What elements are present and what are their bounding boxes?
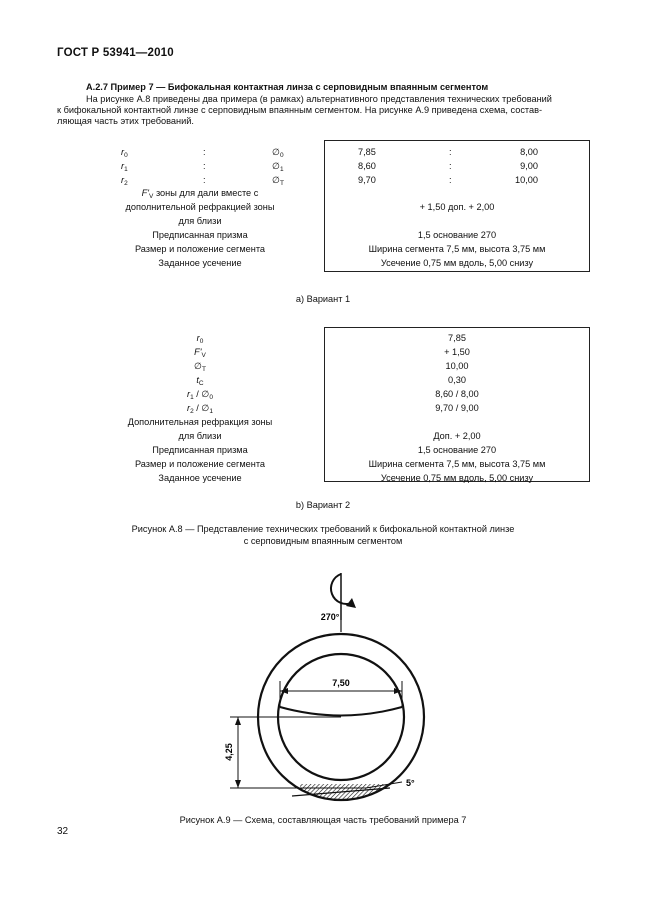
- v1-value-colon0: :: [449, 147, 452, 157]
- v1-prism-value: 1,5 основание 270: [417, 230, 497, 240]
- v1-r1-colon: :: [203, 161, 206, 171]
- v1-dt-label: $\emptyset_T$: [272, 175, 284, 187]
- v1-fv-label-line3: для близи: [178, 216, 222, 226]
- v1-value-b2: 10,00: [515, 175, 538, 185]
- v1-value-b1: 9,00: [520, 161, 538, 171]
- intro-line-3: ляющая часть этих требований.: [57, 116, 194, 127]
- v2-r0-value: 7,85: [448, 333, 466, 343]
- v1-d1-label: $\emptyset_1$: [272, 161, 284, 173]
- v2-segment-label: Размер и положение сегмента: [134, 459, 266, 469]
- v1-r1-label: $r_1$: [121, 161, 128, 173]
- v2-tc-value: 0,30: [448, 375, 466, 385]
- v1-segment-value: Ширина сегмента 7,5 мм, высота 3,75 мм: [368, 244, 546, 254]
- v2-add-value: Доп. + 2,00: [433, 431, 481, 441]
- v1-value-a0: 7,85: [358, 147, 376, 157]
- figure9-caption: Рисунок A.9 — Схема, составляющая часть требований примера 7: [179, 815, 467, 825]
- v2-trunc-value: Усечение 0,75 мм вдоль, 5,00 снизу: [380, 473, 534, 483]
- v1-value-colon2: :: [449, 175, 452, 185]
- v2-dt-value: 10,00: [445, 361, 469, 371]
- v2-dt-label: $\emptyset_T$: [194, 361, 206, 373]
- lens-diagram: [0, 560, 646, 805]
- intro-paragraph: [57, 94, 589, 128]
- figure8-caption-line2: с серповидным впаянным сегментом: [243, 536, 403, 546]
- segment-line: [280, 707, 402, 716]
- variant1-caption: a) Вариант 1: [295, 294, 351, 304]
- page-number: 32: [57, 826, 69, 837]
- figure8-caption-line1: Рисунок A.8 — Представление технических требований к бифокальной контактной линзе: [131, 524, 515, 534]
- v2-fv-value: + 1,50: [444, 347, 470, 357]
- v2-r1d0-value: 8,60 / 8,00: [435, 389, 479, 399]
- v2-r0-label: $r_0$: [196, 333, 204, 345]
- v1-value-b0: 8,00: [520, 147, 538, 157]
- v2-r1d0-label: $r_1$ / $\emptyset_0$: [187, 389, 213, 401]
- v2-add-label-line1: Дополнительная рефракция зоны: [127, 417, 273, 427]
- v1-fv-value: + 1,50 доп. + 2,00: [419, 202, 495, 212]
- variant2-caption: b) Вариант 2: [295, 500, 351, 510]
- v2-fv-label: $F'_V$: [194, 347, 206, 359]
- v2-trunc-label: Заданное усечение: [158, 473, 242, 483]
- v1-r2-label: $r_2$: [121, 175, 128, 187]
- v1-value-a2: 9,70: [358, 175, 376, 185]
- angle-label: 270°: [320, 612, 340, 622]
- section-title: A.2.7 Пример 7 — Бифокальная контактная линза с серповидным впаянным сегментом: [86, 82, 489, 92]
- tilt-label: 5°: [406, 778, 415, 788]
- intro-line-1: На рисунке A.8 приведены два примера (в рамках) альтернативного представления технических требований: [86, 94, 552, 104]
- v1-r0-colon: :: [203, 147, 206, 157]
- v1-d0-label: $\emptyset_0$: [272, 147, 284, 159]
- v2-r2d1-label: $r_2$ / $\emptyset_1$: [187, 403, 213, 415]
- v2-tc-label: $t_C$: [196, 375, 204, 387]
- v1-trunc-value: Усечение 0,75 мм вдоль, 5,00 снизу: [380, 258, 534, 268]
- v1-segment-label: Размер и положение сегмента: [134, 244, 266, 254]
- intro-line-2: к бифокальной контактной линзе с серповидным впаянным сегментом. На рисунке A.9 приведена схема, состав-: [57, 105, 543, 116]
- width-label: 7,50: [332, 678, 350, 688]
- v1-r2-colon: :: [203, 175, 206, 185]
- v1-r0-label: $r_0$: [121, 147, 128, 159]
- v2-prism-label: Предписанная призма: [152, 445, 248, 455]
- v1-fv-label-line2: дополнительной рефракцией зоны: [125, 202, 275, 212]
- v1-value-a1: 8,60: [358, 161, 376, 171]
- document-header: ГОСТ Р 53941—2010: [57, 47, 174, 59]
- v1-fv-label-line1: $F'_V$ зоны для дали вместе с: [141, 188, 259, 200]
- height-label: 4,25: [224, 743, 234, 761]
- v2-prism-value: 1,5 основание 270: [417, 445, 497, 455]
- v2-r2d1-value: 9,70 / 9,00: [435, 403, 479, 413]
- v1-value-colon1: :: [449, 161, 452, 171]
- v1-trunc-label: Заданное усечение: [158, 258, 242, 268]
- v2-add-label-line2: для близи: [178, 431, 222, 441]
- v1-prism-label: Предписанная призма: [152, 230, 248, 240]
- v2-segment-value: Ширина сегмента 7,5 мм, высота 3,75 мм: [368, 459, 546, 469]
